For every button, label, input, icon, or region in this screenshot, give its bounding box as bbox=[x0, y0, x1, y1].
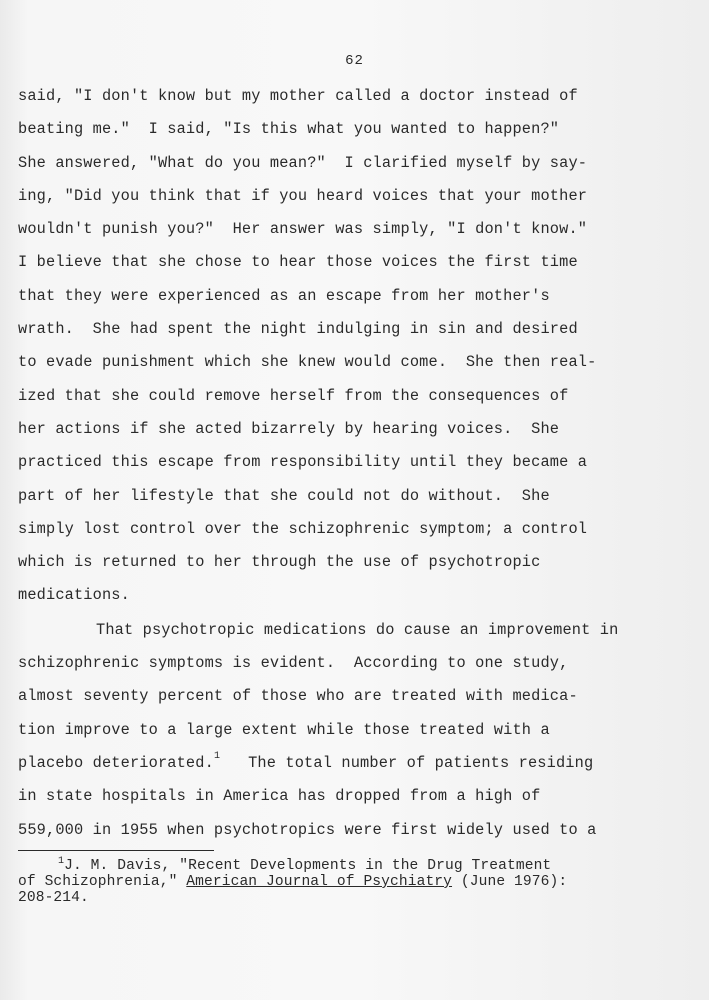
text-line: tion improve to a large extent while those treated with a bbox=[18, 720, 550, 739]
journal-title: American Journal of Psychiatry bbox=[186, 874, 453, 890]
footnote-line bbox=[18, 874, 698, 890]
text-line: almost seventy percent of those who are treated with medica- bbox=[18, 687, 578, 706]
page-number: 62 bbox=[345, 53, 364, 69]
text-line: ing, "Did you think that if you heard voices that your mother bbox=[18, 186, 588, 205]
text-line: wouldn't punish you?" Her answer was simply, "I don't know." bbox=[18, 220, 588, 239]
text-line: which is returned to her through the use of psychotropic bbox=[18, 553, 541, 572]
footnote-line: 208-214. bbox=[18, 890, 89, 906]
text-line: to evade punishment which she knew would come. She then real- bbox=[18, 353, 597, 372]
text-line: wrath. She had spent the night indulging in sin and desired bbox=[18, 320, 578, 339]
footnote-line bbox=[18, 858, 698, 874]
text-line: part of her lifestyle that she could not do without. She bbox=[18, 486, 550, 505]
footnote-text: (June 1976): bbox=[452, 874, 568, 890]
text-line: ized that she could remove herself from the consequences of bbox=[18, 386, 569, 405]
footnote-divider bbox=[18, 850, 214, 851]
footnote bbox=[18, 858, 698, 906]
text-line: simply lost control over the schizophrenic symptom; a control bbox=[18, 519, 588, 538]
text-line: practiced this escape from responsibility until they became a bbox=[18, 453, 588, 472]
footnote-text: of Schizophrenia," bbox=[18, 874, 187, 890]
footnote-reference: 1 bbox=[213, 750, 221, 762]
text-line: schizophrenic symptoms is evident. According to one study, bbox=[18, 654, 569, 673]
text-line: said, "I don't know but my mother called a doctor instead of bbox=[18, 87, 578, 105]
placebo-text-after: The total number of patients residing bbox=[220, 753, 594, 772]
text-line: in state hospitals in America has dropped from a high of bbox=[18, 787, 541, 806]
body-text bbox=[18, 84, 698, 851]
text-line: 559,000 in 1955 when psychotropics were first widely used to a bbox=[18, 820, 597, 839]
footnote-text: J. M. Davis, "Recent Developments in the Drug Treatment bbox=[64, 858, 552, 874]
text-line: She answered, "What do you mean?" I clarified myself by say- bbox=[18, 153, 588, 172]
text-line: her actions if she acted bizarrely by hearing voices. She bbox=[18, 419, 560, 438]
text-line: I believe that she chose to hear those voices the first time bbox=[18, 253, 578, 272]
paragraph-first-line: That psychotropic medications do cause an improvement in bbox=[96, 620, 619, 639]
footnote-marker: 1 bbox=[58, 856, 65, 867]
text-line: beating me." I said, "Is this what you wanted to happen?" bbox=[18, 120, 560, 139]
text-line: that they were experienced as an escape from her mother's bbox=[18, 286, 550, 305]
placebo-text: placebo deteriorated. bbox=[18, 753, 214, 772]
text-line-with-footnote-ref bbox=[18, 751, 698, 784]
text-line: medications. bbox=[18, 586, 130, 605]
